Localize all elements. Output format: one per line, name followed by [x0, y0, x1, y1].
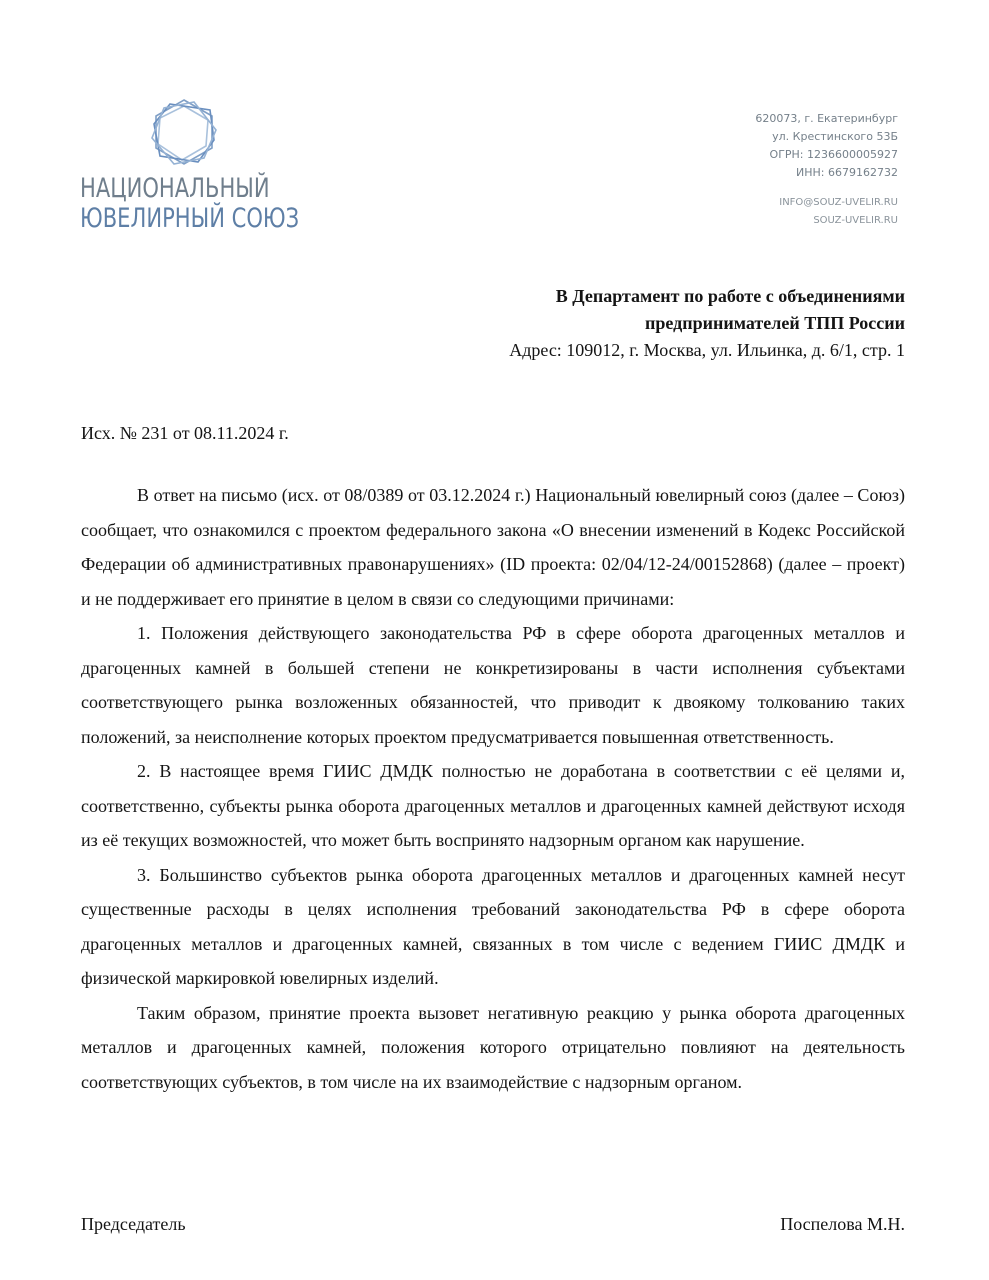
- paragraph-intro: В ответ на письмо (исх. от 08/0389 от 03.12.2024 г.) Национальный ювелирный союз (далее – Союз) сообщает, что ознакомился с проектом федерального закона «О внесении изменений в Кодекс Российской Федерации об административных правонарушениях» (ID проекта: 02/04/12-24/00152868) (далее – проект) и не поддерживает его принятие в целом в связи со следующими причинами:: [81, 485, 905, 609]
- contact-address-street: ул. Крестинского 53Б: [772, 130, 898, 143]
- contact-address-city: 620073, г. Екатеринбург: [755, 112, 898, 125]
- contact-inn: ИНН: 6679162732: [796, 166, 898, 179]
- letter-body: [81, 478, 905, 1099]
- addressee-block: [509, 283, 905, 364]
- logo-wordmark: [80, 173, 300, 234]
- addressee-line-2: предпринимателей ТПП России: [645, 313, 905, 333]
- paragraph-reason-2: 2. В настоящее время ГИИС ДМДК полностью не доработана в соответствии с её целями и, соответственно, субъекты рынка оборота драгоценных металлов и драгоценных камней действуют исходя из её текущих возможностей, что может быть воспринято надзорным органом как нарушение.: [81, 761, 905, 850]
- paragraph-reason-3: 3. Большинство субъектов рынка оборота драгоценных металлов и драгоценных камней несут существенные расходы в целях исполнения требований законодательства РФ в сфере оборота драгоценных металлов и драгоценных камней, связанных в том числе с ведением ГИИС ДМДК и физической маркировкой ювелирных изделий.: [81, 864, 905, 988]
- contact-email: INFO@SOUZ-UVELIR.RU: [779, 197, 898, 208]
- organization-logo: [80, 96, 300, 246]
- paragraph-reason-1: 1. Положения действующего законодательства РФ в сфере оборота драгоценных металлов и драгоценных камней в большей степени не конкретизированы в части исполнения субъектами соответствующего рынка возложенных обязанностей, что приводит к двоякому толкованию таких положений, за неисполнение которых проектом предусматривается повышенная ответственность.: [81, 623, 905, 747]
- paragraph-conclusion: Таким образом, принятие проекта вызовет негативную реакцию у рынка оборота драгоценных металлов и драгоценных камней, положения которого отрицательно повлияют на деятельность соответствующих субъектов, в том числе на их взаимодействие с надзорным органом.: [81, 1002, 905, 1092]
- logo-line-2: ЮВЕЛИРНЫЙ СОЮЗ: [80, 203, 300, 234]
- addressee-line-1: В Департамент по работе с объединениями: [555, 286, 905, 306]
- hexagon-diamond-icon: [148, 96, 220, 168]
- contact-block: [755, 110, 898, 230]
- contact-ogrn: ОГРН: 1236600005927: [769, 148, 898, 161]
- signatory-position: Председатель: [81, 1214, 186, 1234]
- outgoing-number: Исх. № 231 от 08.11.2024 г.: [81, 423, 289, 443]
- addressee-address: Адрес: 109012, г. Москва, ул. Ильинка, д. 6/1, стр. 1: [509, 340, 905, 360]
- logo-line-1: НАЦИОНАЛЬНЫЙ: [80, 173, 270, 204]
- contact-website: SOUZ-UVELIR.RU: [813, 215, 898, 226]
- signatory-name: Поспелова М.Н.: [780, 1214, 905, 1234]
